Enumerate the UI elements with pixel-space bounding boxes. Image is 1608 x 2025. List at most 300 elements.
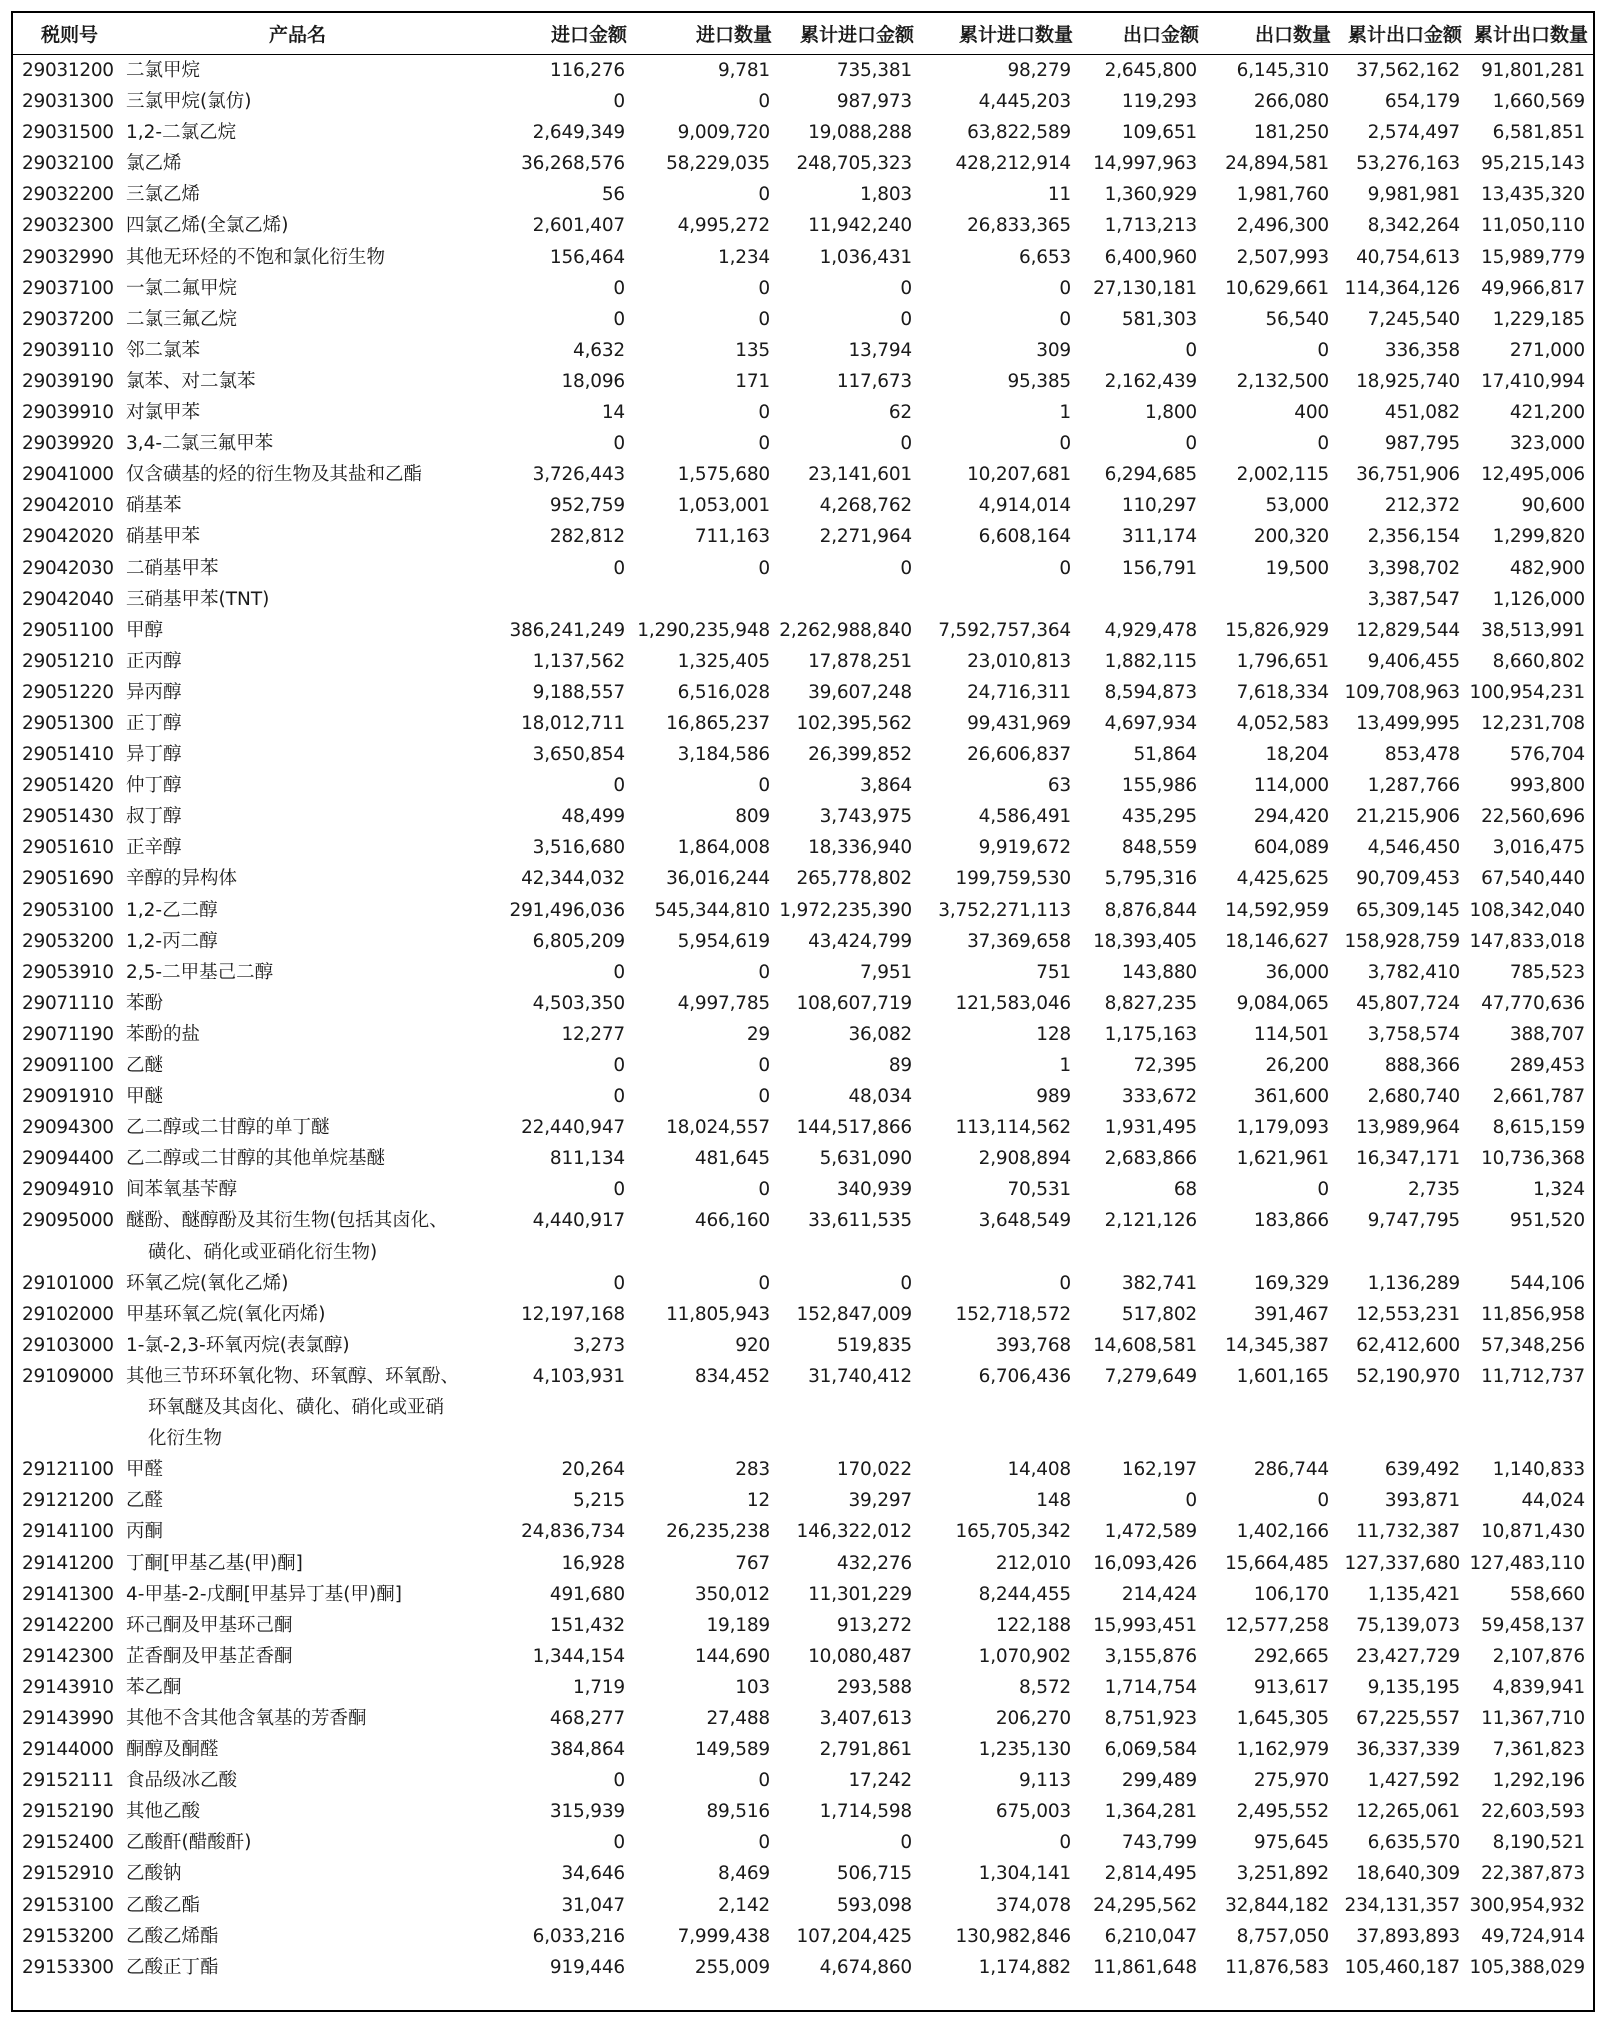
cell-cumulative-import-value: 89	[888, 1055, 912, 1076]
cell-export-value: 214,424	[1121, 1583, 1197, 1605]
cell-cumulative-import-quantity: 113,114,562	[955, 1117, 1071, 1139]
cell-import-value: 2,601,407	[532, 215, 625, 237]
table-row	[13, 1734, 1593, 1765]
cell-cumulative-import-value: 117,673	[836, 370, 912, 392]
cell-cumulative-import-value: 48,034	[848, 1086, 912, 1108]
product-name-line: 化衍生物	[148, 1428, 223, 1450]
cell-cumulative-import-value: 23,141,601	[808, 464, 912, 486]
table-row	[13, 1268, 1593, 1299]
cell-cumulative-export-quantity: 421,200	[1509, 402, 1585, 424]
cell-export-value: 4,929,478	[1104, 619, 1197, 641]
cell-import-quantity: 7,999,438	[677, 1925, 770, 1947]
cell-cumulative-import-quantity: 212,010	[995, 1552, 1071, 1574]
cell-export-value: 1,931,495	[1104, 1117, 1197, 1139]
cell-cumulative-import-quantity: 2,908,894	[978, 1148, 1071, 1170]
cell-cumulative-import-quantity: 95,385	[1007, 370, 1071, 392]
cell-export-quantity: 1,162,979	[1236, 1739, 1329, 1761]
cell-export-value: 1,175,163	[1104, 1023, 1197, 1045]
cell-product-name: 间苯氧基苄醇	[126, 1179, 238, 1201]
cell-import-value: 18,012,711	[521, 712, 625, 734]
cell-import-value: 811,134	[549, 1148, 625, 1170]
cell-import-quantity: 6,516,028	[677, 681, 770, 703]
cell-import-quantity: 1,864,008	[677, 837, 770, 859]
cell-product-name: 苯酚的盐	[126, 1023, 201, 1045]
cell-cumulative-export-quantity: 15,989,779	[1481, 246, 1585, 268]
cell-tariff-code: 29051420	[22, 775, 114, 797]
cell-cumulative-import-value: 17,878,251	[808, 650, 912, 672]
cell-tariff-code: 29101000	[22, 1272, 114, 1294]
cell-product-name: 其他无环烃的不饱和氯化衍生物	[126, 246, 386, 268]
cell-cumulative-export-quantity: 1,660,569	[1492, 91, 1585, 113]
cell-import-value: 952,759	[549, 495, 625, 517]
table-row	[13, 335, 1593, 366]
cell-cumulative-import-quantity: 23,010,813	[967, 650, 1071, 672]
cell-product-name: 丁酮[甲基乙基(甲)酮]	[126, 1552, 303, 1574]
cell-import-quantity: 0	[758, 557, 770, 579]
cell-cumulative-import-value: 11,942,240	[808, 215, 912, 237]
cell-cumulative-export-quantity: 127,483,110	[1469, 1552, 1585, 1574]
table-row	[13, 1112, 1593, 1143]
table-row	[13, 1672, 1593, 1703]
cell-cumulative-import-quantity: 374,078	[995, 1894, 1071, 1916]
cell-cumulative-import-quantity: 1,174,882	[978, 1956, 1071, 1978]
cell-product-name: 环氧乙烷(氧化乙烯)	[126, 1272, 289, 1294]
cell-cumulative-export-value: 65,309,145	[1356, 899, 1460, 921]
cell-cumulative-export-value: 16,347,171	[1356, 1148, 1460, 1170]
table-row	[13, 1610, 1593, 1641]
cell-cumulative-import-value: 2,791,861	[819, 1739, 912, 1761]
cell-cumulative-import-quantity: 4,586,491	[978, 806, 1071, 828]
cell-cumulative-export-value: 53,276,163	[1356, 153, 1460, 175]
cell-export-quantity: 0	[1317, 1179, 1329, 1201]
cell-import-value: 468,277	[549, 1707, 625, 1729]
header-row	[13, 13, 1593, 55]
cell-import-value: 4,503,350	[532, 992, 625, 1014]
table-row	[13, 366, 1593, 397]
cell-cumulative-export-quantity: 22,603,593	[1481, 1801, 1585, 1823]
cell-product-name: 正丁醇	[126, 712, 182, 734]
cell-cumulative-export-quantity: 47,770,636	[1481, 992, 1585, 1014]
cell-tariff-code: 29039920	[22, 433, 114, 455]
cell-tariff-code: 29153300	[22, 1956, 114, 1978]
cell-import-quantity: 711,163	[694, 526, 770, 548]
cell-cumulative-export-quantity: 7,361,823	[1492, 1739, 1585, 1761]
trade-statistics-table	[13, 13, 1593, 1983]
cell-cumulative-import-quantity: 0	[1059, 557, 1071, 579]
cell-cumulative-export-value: 158,928,759	[1344, 930, 1460, 952]
cell-tariff-code: 29095000	[22, 1210, 114, 1232]
table-row	[13, 55, 1593, 87]
cell-export-value: 68	[1173, 1179, 1197, 1201]
cell-cumulative-export-value: 75,139,073	[1356, 1614, 1460, 1636]
cell-cumulative-export-value: 2,735	[1408, 1179, 1460, 1201]
cell-tariff-code: 29039190	[22, 370, 114, 392]
cell-import-value: 156,464	[549, 246, 625, 268]
cell-export-quantity: 361,600	[1253, 1086, 1329, 1108]
cell-export-value: 1,472,589	[1104, 1521, 1197, 1543]
cell-cumulative-export-quantity: 8,615,159	[1492, 1117, 1585, 1139]
cell-cumulative-import-value: 62	[888, 402, 912, 424]
cell-cumulative-import-value: 735,381	[836, 60, 912, 81]
cell-tariff-code: 29152190	[22, 1801, 114, 1823]
cell-tariff-code: 29142200	[22, 1614, 114, 1636]
cell-export-value: 27,130,181	[1093, 277, 1197, 299]
cell-cumulative-export-value: 18,640,309	[1356, 1863, 1460, 1885]
table-row	[13, 117, 1593, 148]
cell-cumulative-import-value: 593,098	[836, 1894, 912, 1916]
cell-export-value: 0	[1185, 433, 1197, 455]
cell-cumulative-import-value: 36,082	[848, 1023, 912, 1045]
cell-import-quantity: 9,009,720	[677, 122, 770, 144]
cell-cumulative-export-value: 36,337,339	[1356, 1739, 1460, 1761]
header-product-name: 产品名	[126, 13, 469, 55]
cell-import-value: 282,812	[549, 526, 625, 548]
cell-cumulative-import-quantity: 3,648,549	[978, 1210, 1071, 1232]
cell-product-name: 1,2-丙二醇	[126, 930, 218, 952]
cell-cumulative-import-value: 107,204,425	[796, 1925, 912, 1947]
cell-import-value: 0	[613, 308, 625, 330]
cell-export-quantity: 1,796,651	[1236, 650, 1329, 672]
cell-cumulative-import-value: 144,517,866	[796, 1117, 912, 1139]
cell-cumulative-import-quantity: 130,982,846	[955, 1925, 1071, 1947]
cell-tariff-code: 29039110	[22, 339, 114, 361]
cell-export-quantity: 1,179,093	[1236, 1117, 1329, 1139]
cell-export-value: 2,683,866	[1104, 1148, 1197, 1170]
cell-product-name: 辛醇的异构体	[126, 868, 238, 890]
cell-cumulative-import-quantity: 206,270	[995, 1707, 1071, 1729]
cell-tariff-code: 29143990	[22, 1707, 114, 1729]
cell-export-quantity: 15,664,485	[1225, 1552, 1329, 1574]
cell-cumulative-import-quantity: 24,716,311	[967, 681, 1071, 703]
table-row	[13, 1641, 1593, 1672]
cell-export-value: 1,360,929	[1104, 184, 1197, 206]
cell-export-value: 8,876,844	[1104, 899, 1197, 921]
cell-tariff-code: 29071190	[22, 1023, 114, 1045]
cell-export-quantity: 2,496,300	[1236, 215, 1329, 237]
cell-cumulative-import-value: 987,973	[836, 91, 912, 113]
cell-export-value: 24,295,562	[1093, 1894, 1197, 1916]
cell-tariff-code: 29153100	[22, 1894, 114, 1916]
cell-export-value: 16,093,426	[1093, 1552, 1197, 1574]
cell-export-quantity: 0	[1317, 1490, 1329, 1512]
cell-import-value: 20,264	[561, 1459, 625, 1481]
cell-cumulative-export-value: 987,795	[1384, 433, 1460, 455]
cell-cumulative-export-quantity: 67,540,440	[1481, 868, 1585, 890]
cell-tariff-code: 29051610	[22, 837, 114, 859]
cell-cumulative-export-quantity: 300,954,932	[1469, 1894, 1585, 1916]
table-row	[13, 708, 1593, 739]
cell-cumulative-export-value: 11,732,387	[1356, 1521, 1460, 1543]
cell-export-value: 8,827,235	[1104, 992, 1197, 1014]
cell-import-value: 0	[613, 1055, 625, 1076]
cell-cumulative-import-quantity: 309	[1036, 339, 1071, 361]
cell-cumulative-import-quantity: 1,070,902	[978, 1645, 1071, 1667]
cell-import-quantity: 26,235,238	[666, 1521, 770, 1543]
table-row	[13, 1330, 1593, 1361]
cell-cumulative-import-quantity: 6,653	[1019, 246, 1071, 268]
table-row	[13, 1921, 1593, 1952]
cell-cumulative-import-quantity: 4,445,203	[978, 91, 1071, 113]
cell-tariff-code: 29051220	[22, 681, 114, 703]
cell-cumulative-import-value: 2,271,964	[819, 526, 912, 548]
cell-cumulative-import-value: 506,715	[836, 1863, 912, 1885]
cell-export-value: 2,121,126	[1104, 1210, 1197, 1232]
cell-import-value: 151,432	[549, 1614, 625, 1636]
cell-cumulative-export-value: 37,562,162	[1356, 60, 1460, 81]
table-row	[13, 304, 1593, 335]
cell-import-quantity: 103	[735, 1676, 770, 1698]
cell-cumulative-export-quantity: 12,231,708	[1481, 712, 1585, 734]
cell-cumulative-import-quantity: 26,606,837	[967, 744, 1071, 766]
cell-export-value: 3,155,876	[1104, 1645, 1197, 1667]
table-row	[13, 521, 1593, 552]
cell-cumulative-export-value: 12,553,231	[1356, 1303, 1460, 1325]
cell-cumulative-export-value: 393,871	[1384, 1490, 1460, 1512]
cell-product-name: 二硝基甲苯	[126, 557, 219, 579]
cell-tariff-code: 29094400	[22, 1148, 114, 1170]
cell-import-value: 315,939	[549, 1801, 625, 1823]
cell-export-quantity: 169,329	[1253, 1272, 1329, 1294]
cell-tariff-code: 29152910	[22, 1863, 114, 1885]
cell-export-quantity: 2,495,552	[1236, 1801, 1329, 1823]
cell-export-quantity: 292,665	[1253, 1645, 1329, 1667]
cell-cumulative-export-quantity: 11,856,958	[1481, 1303, 1585, 1325]
cell-cumulative-import-quantity: 8,572	[1019, 1676, 1071, 1698]
cell-cumulative-import-value: 265,778,802	[796, 868, 912, 890]
cell-cumulative-import-quantity: 63,822,589	[967, 122, 1071, 144]
cell-export-quantity: 2,507,993	[1236, 246, 1329, 268]
cell-cumulative-import-value: 39,297	[848, 1490, 912, 1512]
cell-import-value: 0	[613, 1770, 625, 1792]
cell-export-quantity	[1205, 584, 1337, 615]
cell-cumulative-export-quantity: 59,458,137	[1481, 1614, 1585, 1636]
cell-product-name: 叔丁醇	[126, 806, 182, 828]
cell-export-quantity: 12,577,258	[1225, 1614, 1329, 1636]
cell-import-value: 0	[613, 1272, 625, 1294]
cell-tariff-code: 29141100	[22, 1521, 114, 1543]
cell-export-quantity: 19,500	[1265, 557, 1329, 579]
cell-export-quantity: 2,132,500	[1236, 370, 1329, 392]
cell-product-name: 其他乙酸	[126, 1801, 201, 1823]
cell-import-quantity: 0	[758, 1770, 770, 1792]
cell-cumulative-export-quantity: 90,600	[1521, 495, 1585, 517]
cell-tariff-code: 29103000	[22, 1334, 114, 1356]
table-row	[13, 1516, 1593, 1547]
cell-cumulative-export-quantity: 147,833,018	[1469, 930, 1585, 952]
cell-import-quantity: 2,142	[718, 1894, 770, 1916]
table-row	[13, 1858, 1593, 1889]
cell-import-value: 116,276	[549, 60, 625, 81]
cell-product-name: 邻二氯苯	[126, 339, 201, 361]
cell-cumulative-export-quantity: 10,736,368	[1481, 1148, 1585, 1170]
cell-tariff-code: 29141200	[22, 1552, 114, 1574]
cell-cumulative-import-quantity: 11	[1047, 184, 1071, 206]
cell-cumulative-export-quantity: 785,523	[1509, 961, 1585, 983]
cell-import-value: 0	[613, 277, 625, 299]
cell-import-quantity: 1,234	[718, 246, 770, 268]
cell-export-quantity: 183,866	[1253, 1210, 1329, 1232]
cell-export-quantity: 36,000	[1265, 961, 1329, 983]
cell-cumulative-import-value: 0	[900, 1832, 912, 1854]
cell-export-quantity: 56,540	[1265, 308, 1329, 330]
cell-import-value: 3,726,443	[532, 464, 625, 486]
cell-cumulative-import-value: 0	[900, 1272, 912, 1294]
cell-cumulative-export-value: 36,751,906	[1356, 464, 1460, 486]
table-row	[13, 1361, 1593, 1454]
cell-tariff-code: 29091910	[22, 1086, 114, 1108]
cell-import-quantity: 11,805,943	[666, 1303, 770, 1325]
cell-import-quantity: 0	[758, 1055, 770, 1076]
table-row	[13, 179, 1593, 210]
cell-import-value: 12,197,168	[521, 1303, 625, 1325]
cell-cumulative-export-quantity: 10,871,430	[1481, 1521, 1585, 1543]
cell-import-value: 0	[613, 433, 625, 455]
cell-export-value: 435,295	[1121, 806, 1197, 828]
table-row	[13, 553, 1593, 584]
table-row	[13, 988, 1593, 1019]
cell-export-quantity: 14,592,959	[1225, 899, 1329, 921]
cell-cumulative-export-value: 3,782,410	[1367, 961, 1460, 983]
cell-product-name: 1-氯-2,3-环氧丙烷(表氯醇)	[126, 1334, 350, 1356]
cell-cumulative-export-quantity: 558,660	[1509, 1583, 1585, 1605]
cell-product-name: 甲基环氧乙烷(氧化丙烯)	[126, 1303, 326, 1325]
cell-export-value: 311,174	[1121, 526, 1197, 548]
cell-tariff-code: 29039910	[22, 402, 114, 424]
cell-cumulative-export-quantity: 2,661,787	[1492, 1086, 1585, 1108]
product-name-line: 其他三节环环氧化物、环氧醇、环氧酚、	[126, 1365, 460, 1387]
cell-cumulative-import-quantity: 751	[1036, 961, 1071, 983]
cell-export-value: 110,297	[1121, 495, 1197, 517]
cell-import-quantity: 255,009	[694, 1956, 770, 1978]
cell-cumulative-import-quantity: 0	[1059, 308, 1071, 330]
cell-export-value: 1,364,281	[1104, 1801, 1197, 1823]
cell-tariff-code: 29051430	[22, 806, 114, 828]
cell-cumulative-import-value: 519,835	[836, 1334, 912, 1356]
cell-cumulative-import-value: 19,088,288	[808, 122, 912, 144]
cell-cumulative-export-value: 109,708,963	[1344, 681, 1460, 703]
cell-cumulative-export-value: 2,574,497	[1367, 122, 1460, 144]
cell-cumulative-export-quantity: 388,707	[1509, 1023, 1585, 1045]
table-row	[13, 739, 1593, 770]
cell-cumulative-import-quantity: 14,408	[1007, 1459, 1071, 1481]
cell-import-value: 1,344,154	[532, 1645, 625, 1667]
cell-cumulative-export-quantity: 57,348,256	[1481, 1334, 1585, 1356]
cell-cumulative-export-value: 21,215,906	[1356, 806, 1460, 828]
cell-cumulative-export-value: 105,460,187	[1344, 1956, 1460, 1978]
cell-cumulative-import-value: 31,740,412	[808, 1365, 912, 1387]
cell-tariff-code: 29051410	[22, 744, 114, 766]
cell-cumulative-export-value: 6,635,570	[1367, 1832, 1460, 1854]
cell-import-quantity: 834,452	[694, 1365, 770, 1387]
cell-product-name: 其他不含其他含氧基的芳香酮	[126, 1707, 367, 1729]
cell-export-value: 581,303	[1121, 308, 1197, 330]
cell-cumulative-export-quantity: 1,299,820	[1492, 526, 1585, 548]
cell-product-name: 1,2-乙二醇	[126, 899, 218, 921]
cell-cumulative-export-value: 336,358	[1384, 339, 1460, 361]
cell-cumulative-import-value: 2,262,988,840	[779, 619, 912, 641]
cell-export-quantity: 391,467	[1253, 1303, 1329, 1325]
cell-cumulative-export-value: 451,082	[1384, 402, 1460, 424]
cell-cumulative-import-value: 170,022	[836, 1459, 912, 1481]
table-row	[13, 1796, 1593, 1827]
cell-export-quantity: 8,757,050	[1236, 1925, 1329, 1947]
cell-export-value: 0	[1185, 1490, 1197, 1512]
cell-export-value: 6,294,685	[1104, 464, 1197, 486]
cell-export-quantity: 26,200	[1265, 1055, 1329, 1076]
cell-cumulative-import-quantity: 428,212,914	[955, 153, 1071, 175]
cell-import-value: 291,496,036	[509, 899, 625, 921]
cell-cumulative-export-value: 13,989,964	[1356, 1117, 1460, 1139]
cell-tariff-code: 29031200	[22, 60, 114, 81]
cell-cumulative-export-quantity: 3,016,475	[1492, 837, 1585, 859]
table-row	[13, 1081, 1593, 1112]
cell-import-quantity: 9,781	[718, 60, 770, 81]
cell-tariff-code: 29053200	[22, 930, 114, 952]
cell-cumulative-import-quantity: 152,718,572	[955, 1303, 1071, 1325]
cell-cumulative-import-value: 43,424,799	[808, 930, 912, 952]
cell-cumulative-import-quantity: 63	[1047, 775, 1071, 797]
cell-tariff-code: 29152111	[22, 1770, 114, 1792]
cell-product-name	[126, 1205, 469, 1267]
table-row	[13, 1454, 1593, 1485]
cell-cumulative-export-value: 52,190,970	[1356, 1365, 1460, 1387]
cell-cumulative-export-quantity: 22,560,696	[1481, 806, 1585, 828]
table-row	[13, 459, 1593, 490]
cell-export-quantity: 294,420	[1253, 806, 1329, 828]
header-cumulative-export-value: 累计出口金额	[1337, 13, 1468, 55]
cell-export-value: 109,651	[1121, 122, 1197, 144]
table-row	[13, 615, 1593, 646]
cell-product-name: 食品级冰乙酸	[126, 1770, 238, 1792]
table-row	[13, 646, 1593, 677]
cell-export-quantity: 53,000	[1265, 495, 1329, 517]
cell-cumulative-export-quantity: 951,520	[1509, 1210, 1585, 1232]
cell-export-value: 517,802	[1121, 1303, 1197, 1325]
cell-cumulative-export-value: 45,807,724	[1356, 992, 1460, 1014]
cell-export-value: 5,795,316	[1104, 868, 1197, 890]
cell-export-quantity: 1,621,961	[1236, 1148, 1329, 1170]
cell-cumulative-import-value: 18,336,940	[808, 837, 912, 859]
cell-import-value: 3,650,854	[532, 744, 625, 766]
cell-import-quantity: 0	[758, 433, 770, 455]
cell-export-quantity: 604,089	[1253, 837, 1329, 859]
cell-cumulative-import-value: 1,714,598	[819, 1801, 912, 1823]
cell-tariff-code: 29051100	[22, 619, 114, 641]
cell-cumulative-export-quantity: 482,900	[1509, 557, 1585, 579]
cell-cumulative-export-quantity: 49,966,817	[1481, 277, 1585, 299]
cell-cumulative-export-quantity: 17,410,994	[1481, 370, 1585, 392]
cell-cumulative-import-quantity: 199,759,530	[955, 868, 1071, 890]
cell-cumulative-import-quantity: 1	[1059, 1055, 1071, 1076]
table-row	[13, 1890, 1593, 1921]
cell-import-value: 384,864	[549, 1739, 625, 1761]
cell-cumulative-import-quantity: 0	[1059, 1272, 1071, 1294]
cell-cumulative-import-value: 146,322,012	[796, 1521, 912, 1543]
cell-cumulative-export-value: 3,758,574	[1367, 1023, 1460, 1045]
cell-import-quantity: 1,325,405	[677, 650, 770, 672]
cell-import-quantity: 0	[758, 308, 770, 330]
header-tariff-code: 税则号	[13, 13, 126, 55]
cell-cumulative-export-quantity: 8,660,802	[1492, 650, 1585, 672]
cell-export-quantity: 200,320	[1253, 526, 1329, 548]
cell-tariff-code: 29031300	[22, 91, 114, 113]
cell-cumulative-export-quantity: 49,724,914	[1481, 1925, 1585, 1947]
cell-cumulative-import-quantity: 3,752,271,113	[938, 899, 1071, 921]
cell-product-name: 酮醇及酮醛	[126, 1739, 219, 1761]
cell-product-name: 甲醚	[126, 1086, 164, 1108]
table-row	[13, 1765, 1593, 1796]
cell-cumulative-export-value: 90,709,453	[1356, 868, 1460, 890]
